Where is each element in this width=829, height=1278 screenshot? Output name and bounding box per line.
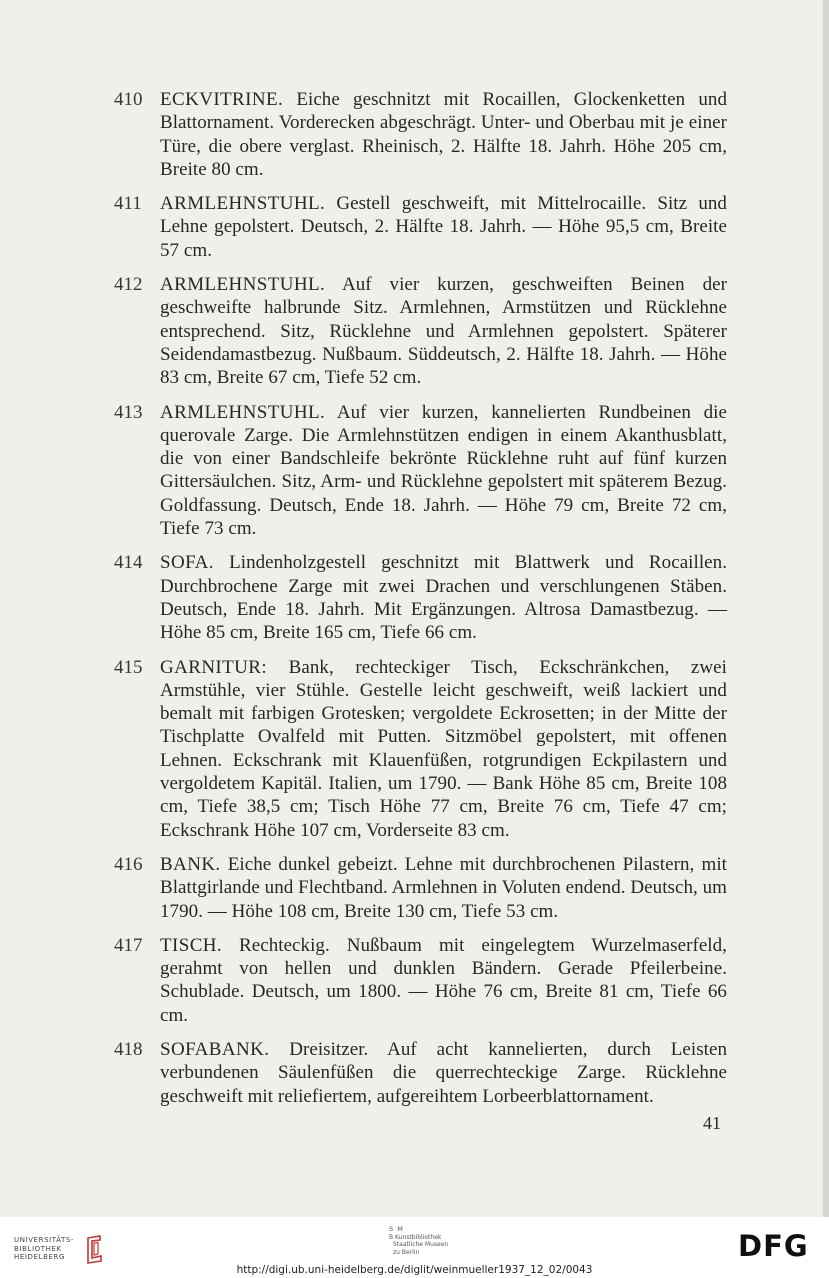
entry-description: [160, 656, 727, 842]
entry-description: [160, 273, 727, 389]
entry-text: Auf vier kurzen, kannelierten Rundbeinen die querovale Zarge. Die Armlehnstützen endigen in einem Akanthusblatt, die von einer Bandschleife bekrönte Rücklehne ruht auf fünf kurzen Gittersäulchen. Sitz, Arm- und Rücklehne gepolstert mit späterem Bezug. Goldfassung. Deutsch, Ende 18. Jahrh. — Höhe 79 cm, Breite 72 cm, Tiefe 73 cm.: [160, 401, 727, 540]
entry-description: [160, 853, 727, 923]
entry-heading: GARNITUR:: [160, 656, 268, 678]
entry-text: Bank, rechteckiger Tisch, Eckschränkchen, zwei Armstühle, vier Stühle. Gestelle leicht geschweift, weiß lackiert und bemalt mit farbigen Grotesken; vergoldete Eckrosetten; in der Mitte der Tischplatte Ovalfeld mit Putten. Sitzmöbel gepolstert, mit offenen Lehnen. Eckschrank mit Klauenfüßen, rotgrundigen Eckpilastern und vergoldetem Kapitäl. Italien, um 1790. — Bank Höhe 85 cm, Breite 108 cm, Tiefe 38,5 cm; Tisch Höhe 77 cm, Breite 76 cm, Tiefe 47 cm; Eckschrank Höhe 107 cm, Vorderseite 83 cm.: [160, 656, 727, 841]
entry-description: [160, 1038, 727, 1108]
entry-heading: SOFA.: [160, 552, 214, 574]
entry-text: Dreisitzer. Auf acht kannelierten, durch Leisten verbundenen Säulenfüßen die querrechteckige Zarge. Rücklehne geschweift mit reliefiertem, aufgereihtem Lorbeerblattornament.: [160, 1038, 727, 1107]
catalog-entry: [114, 934, 727, 1027]
university-logo-text: UNIVERSITÄTS- BIBLIOTHEK HEIDELBERG: [14, 1236, 75, 1262]
entry-text: Lindenholzgestell geschnitzt mit Blattwerk und Rocaillen. Durchbrochene Zarge mit zwei Drachen und verschlungenen Stäben. Deutsch, Ende 18. Jahrh. Mit Ergänzungen. Altrosa Damastbezug. — Höhe 85 cm, Breite 165 cm, Tiefe 66 cm.: [160, 552, 727, 644]
entry-number: 415: [114, 656, 143, 678]
catalog-entry: [114, 192, 727, 262]
entry-number: 414: [114, 552, 143, 574]
university-seal-icon: [84, 1234, 106, 1264]
entry-heading: TISCH.: [160, 934, 223, 956]
catalog-entry: [114, 656, 727, 842]
source-url-link[interactable]: http://digi.ub.uni-heidelberg.de/diglit/weinmueller1937_12_02/0043: [236, 1264, 593, 1276]
catalog-entry: [114, 551, 727, 644]
catalog-entry: [114, 88, 727, 181]
dfg-logo[interactable]: DFG: [738, 1229, 809, 1263]
catalog-entry: [114, 1038, 727, 1108]
entry-text: Eiche dunkel gebeizt. Lehne mit durchbrochenen Pilastern, mit Blattgirlande und Flechtband. Armlehnen in Voluten endend. Deutsch, um 1790. — Höhe 108 cm, Breite 130 cm, Tiefe 53 cm.: [160, 853, 727, 922]
entry-number: 416: [114, 853, 143, 875]
entry-heading: SOFABANK.: [160, 1038, 270, 1060]
entry-number: 418: [114, 1038, 143, 1060]
entry-heading: ECKVITRINE.: [160, 89, 284, 110]
page-edge-shadow: [823, 0, 829, 1217]
entry-description: [160, 401, 727, 541]
entry-description: [160, 934, 727, 1027]
entry-number: 417: [114, 934, 143, 956]
entry-number: 412: [114, 274, 143, 296]
entry-number: 413: [114, 401, 143, 423]
entry-text: Rechteckig. Nußbaum mit eingelegtem Wurzelmaserfeld, gerahmt von hellen und dunklen Bändern. Gerade Pfeilerbeine. Schublade. Deutsch, um 1800. — Höhe 76 cm, Breite 81 cm, Tiefe 66 cm.: [160, 934, 727, 1026]
entry-heading: ARMLEHNSTUHL.: [160, 401, 326, 423]
entry-text: Gestell geschweift, mit Mittelrocaille. Sitz und Lehne gepolstert. Deutsch, 2. Hälfte 18. Jahrh. — Höhe 95,5 cm, Breite 57 cm.: [160, 193, 727, 261]
entry-number: 410: [114, 89, 143, 110]
page-number: 41: [703, 1113, 721, 1133]
entry-number: 411: [114, 193, 142, 215]
entry-heading: ARMLEHNSTUHL.: [160, 193, 326, 215]
entry-description: [160, 551, 727, 644]
catalog-entry: [114, 273, 727, 389]
entry-text: Auf vier kurzen, geschweiften Beinen der geschweifte halbrunde Sitz. Armlehnen, Armstützen und Rücklehne entsprechend. Sitz, Rücklehne und Armlehnen gepolstert. Späterer Seidendamastbezug. Nußbaum. Süddeutsch, 2. Hälfte 18. Jahrh. — Höhe 83 cm, Breite 67 cm, Tiefe 52 cm.: [160, 274, 727, 389]
entry-heading: ARMLEHNSTUHL.: [160, 274, 326, 296]
entry-text: Eiche geschnitzt mit Rocaillen, Glockenketten und Blattornament. Vorderecken abgeschrägt. Unter- und Oberbau mit je einer Türe, die obere verglast. Rheinisch, 2. Hälfte 18. Jahrh. Höhe 205 cm, Breite 80 cm.: [160, 89, 727, 180]
viewer-footer: [0, 1217, 829, 1278]
catalog-entry: [114, 853, 727, 923]
entry-heading: BANK.: [160, 853, 221, 875]
entry-description: [160, 192, 727, 262]
entry-description: [160, 88, 727, 181]
kunstbibliothek-credit: S M B Kunstbibliothek Staatliche Museen zu Berlin: [389, 1225, 449, 1256]
catalog-entries: [114, 88, 727, 1119]
catalog-entry: [114, 401, 727, 541]
university-library-logo[interactable]: [14, 1234, 106, 1264]
